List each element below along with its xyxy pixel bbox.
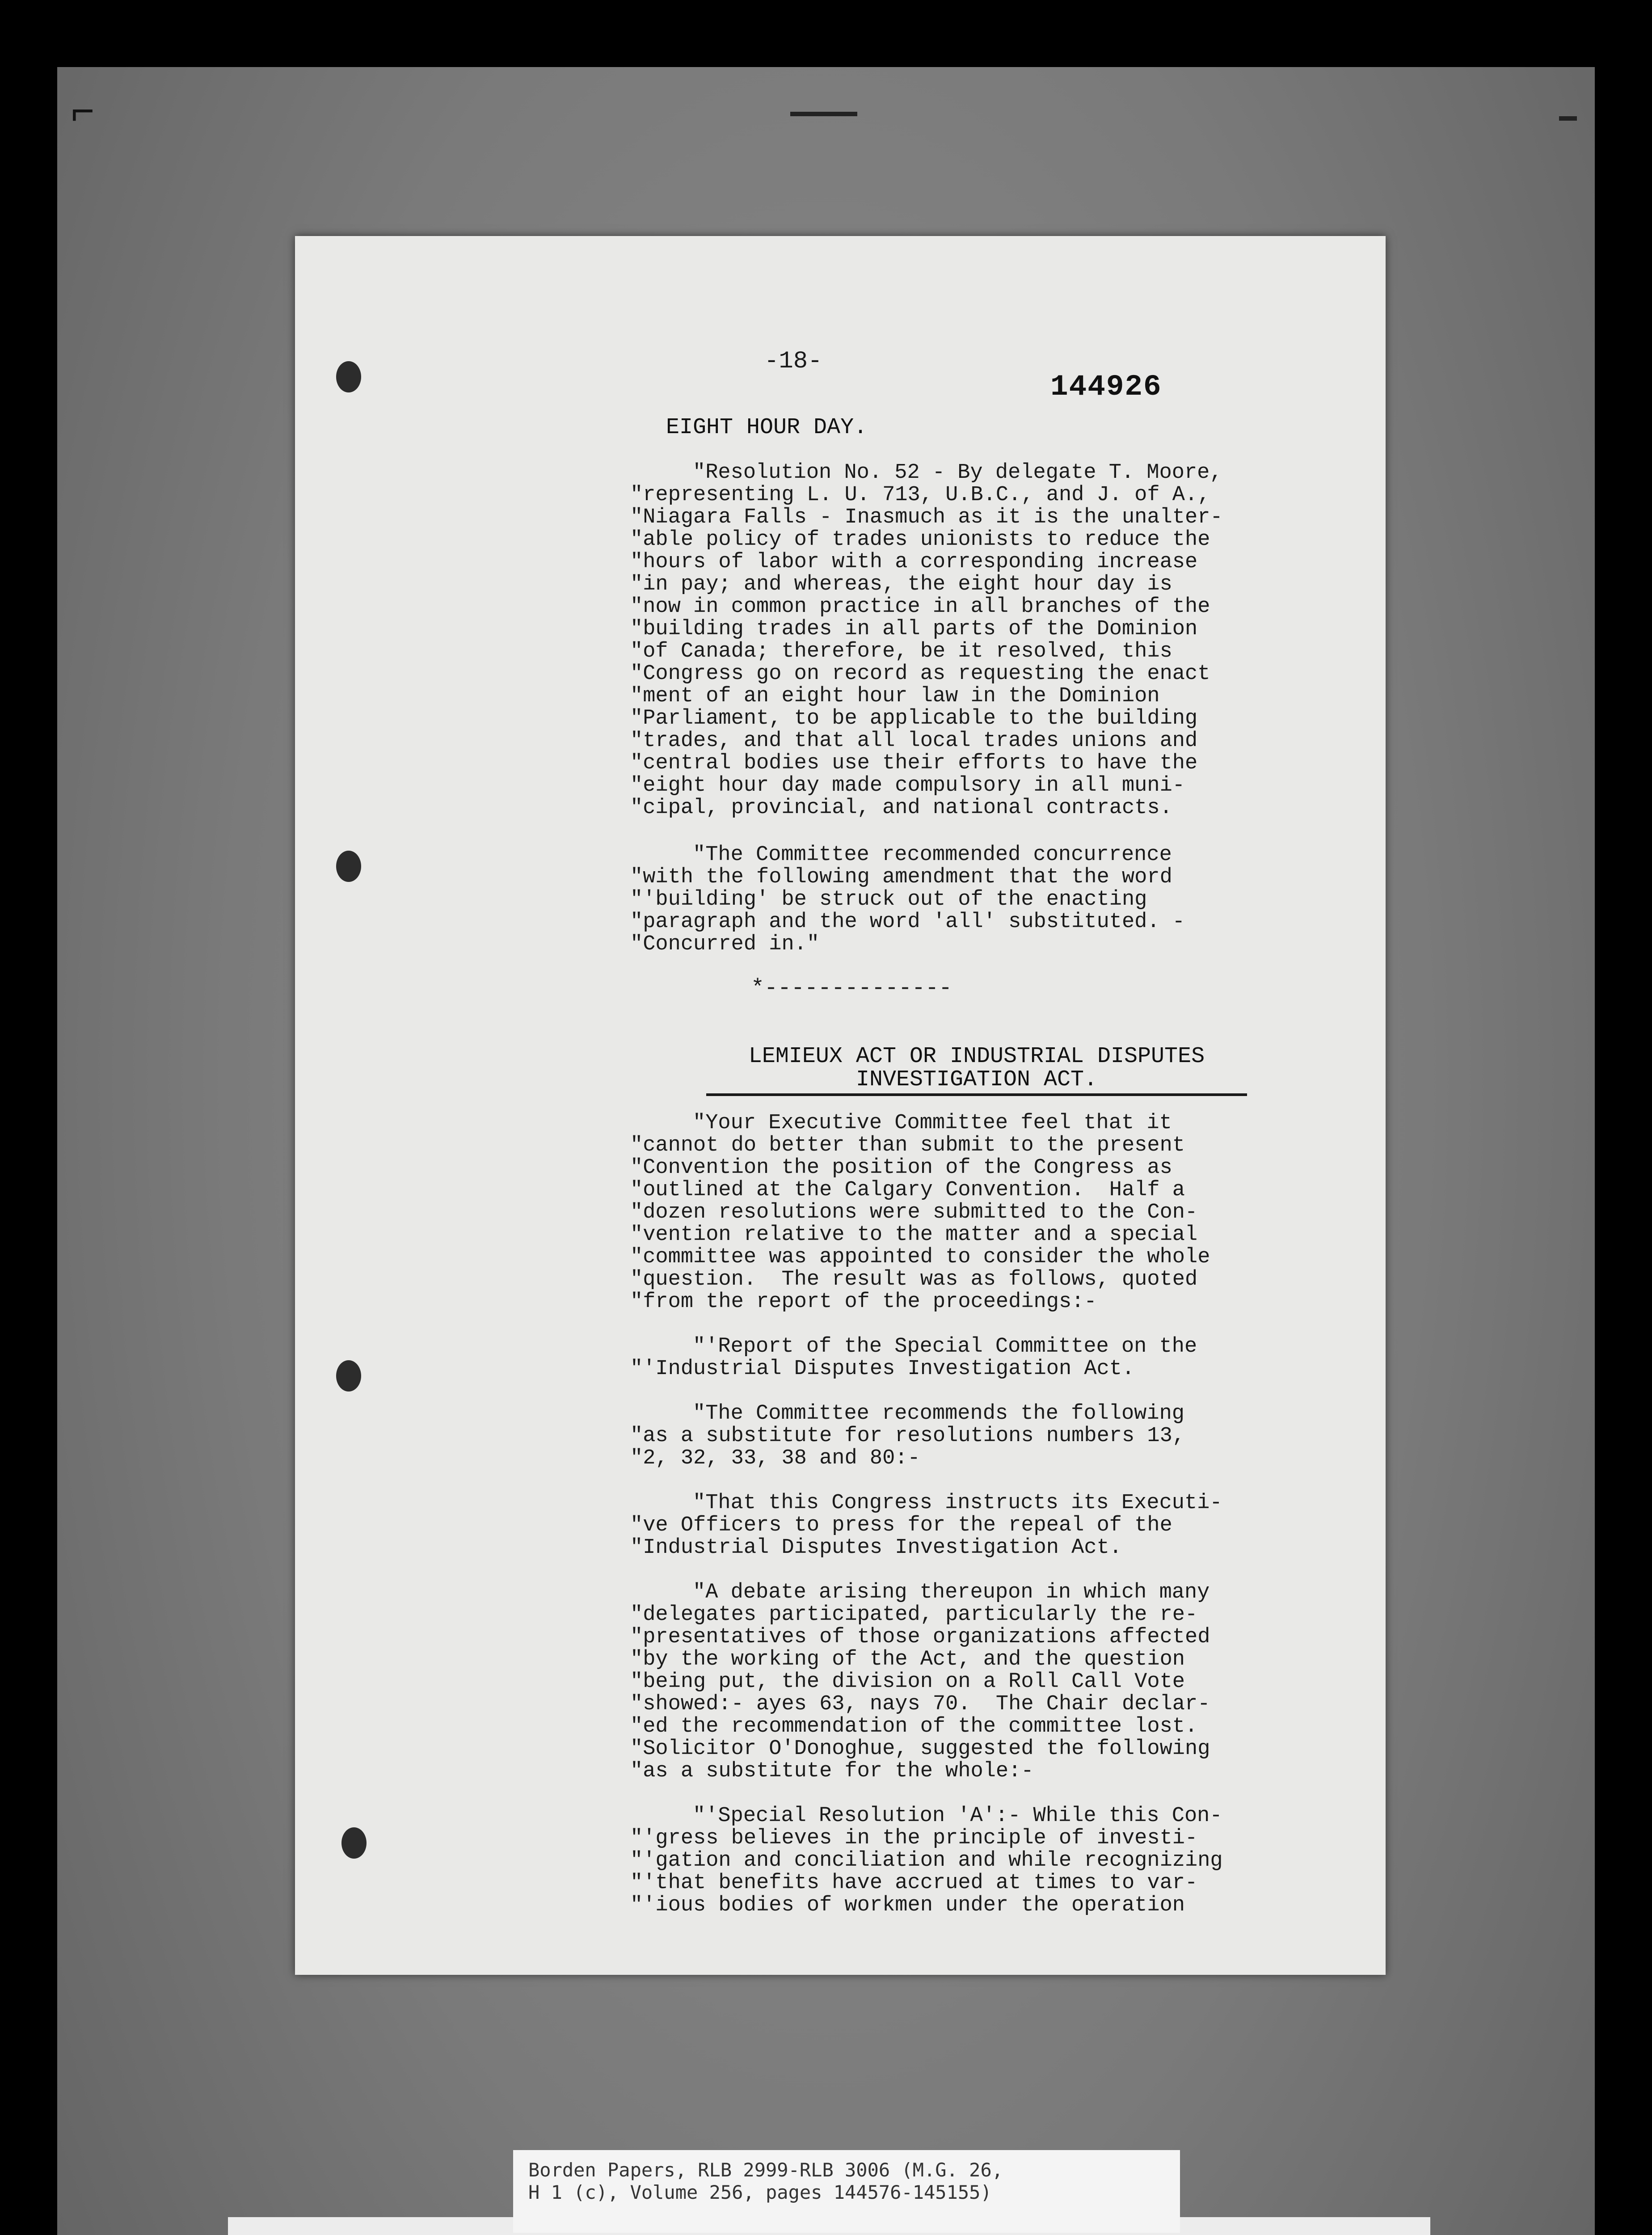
text-line: "vention relative to the matter and a special	[630, 1223, 1198, 1247]
text-line: "Your Executive Committee feel that it	[693, 1111, 1172, 1135]
crop-mark: ⌐	[71, 91, 95, 137]
punch-hole	[336, 361, 361, 392]
text-line: "The Committee recommends the following	[693, 1402, 1184, 1425]
text-line: "eight hour day made compulsory in all muni-	[630, 774, 1185, 797]
text-line: "'Report of the Special Committee on the	[693, 1335, 1197, 1358]
text-line: "hours of labor with a corresponding increase	[630, 550, 1198, 574]
text-line: "dozen resolutions were submitted to the Con-	[630, 1201, 1198, 1224]
reference-line: H 1 (c), Volume 256, pages 144576-145155)	[528, 2181, 992, 2203]
text-line: "by the working of the Act, and the question	[630, 1648, 1185, 1671]
text-line: "A debate arising thereupon in which many	[693, 1581, 1210, 1604]
text-line: "'that benefits have accrued at times to var-	[630, 1871, 1198, 1895]
text-line: "Industrial Disputes Investigation Act.	[630, 1536, 1122, 1560]
text-line: "as a substitute for the whole:-	[630, 1759, 1034, 1783]
text-line: "'building' be struck out of the enacting	[630, 888, 1147, 911]
text-line: "Solicitor O'Donoghue, suggested the following	[630, 1737, 1210, 1761]
reference-line: Borden Papers, RLB 2999-RLB 3006 (M.G. 26,	[528, 2159, 1003, 2181]
text-line: "of Canada; therefore, be it resolved, this	[630, 640, 1172, 663]
text-line: "paragraph and the word 'all' substituted. -	[630, 910, 1185, 934]
heading-lemieux-act-line2: INVESTIGATION ACT.	[856, 1067, 1098, 1092]
text-line: "Resolution No. 52 - By delegate T. Moore,	[693, 461, 1222, 485]
section-separator: *--------------	[751, 976, 952, 1001]
text-line: "building trades in all parts of the Dominion	[630, 617, 1198, 641]
text-line: "That this Congress instructs its Executi-	[693, 1491, 1222, 1515]
text-line: "Convention the position of the Congress as	[630, 1156, 1172, 1180]
text-line: "'Industrial Disputes Investigation Act.	[630, 1357, 1135, 1381]
text-line: "question. The result was as follows, quoted	[630, 1268, 1198, 1291]
text-line: "trades, and that all local trades unions and	[630, 729, 1198, 753]
text-line: "outlined at the Calgary Convention. Half a	[630, 1178, 1185, 1202]
text-line: "showed:- ayes 63, nays 70. The Chair declar-	[630, 1692, 1210, 1716]
heading-eight-hour-day: EIGHT HOUR DAY.	[666, 415, 868, 440]
text-line: "2, 32, 33, 38 and 80:-	[630, 1446, 920, 1470]
text-line: "with the following amendment that the word	[630, 865, 1172, 889]
text-line: "'ious bodies of workmen under the operation	[630, 1893, 1185, 1917]
text-line: "'Special Resolution 'A':- While this Con-	[693, 1804, 1222, 1828]
text-line: "able policy of trades unionists to reduce the	[630, 528, 1210, 552]
text-line: "from the report of the proceedings:-	[630, 1290, 1097, 1314]
text-line: "The Committee recommended concurrence	[693, 843, 1172, 867]
film-dash	[790, 112, 857, 116]
text-line: "committee was appointed to consider the whole	[630, 1245, 1210, 1269]
text-line: "Concurred in."	[630, 932, 820, 956]
text-line: "cipal, provincial, and national contracts.	[630, 796, 1172, 820]
text-line: "ed the recommendation of the committee lost.	[630, 1715, 1198, 1738]
text-line: "'gation and conciliation and while recognizing	[630, 1849, 1223, 1872]
text-line: "now in common practice in all branches of the	[630, 595, 1210, 619]
text-line: "as a substitute for resolutions numbers 13,	[630, 1424, 1185, 1448]
heading-underline	[706, 1093, 1247, 1096]
punch-hole	[341, 1827, 367, 1859]
text-line: "ment of an eight hour law in the Dominion	[630, 684, 1160, 708]
text-line: "presentatives of those organizations affected	[630, 1625, 1210, 1649]
text-line: "'gress believes in the principle of investi-	[630, 1826, 1198, 1850]
text-line: "central bodies use their efforts to have the	[630, 751, 1198, 775]
heading-lemieux-act-line1: LEMIEUX ACT OR INDUSTRIAL DISPUTES	[748, 1044, 1205, 1069]
text-line: "cannot do better than submit to the present	[630, 1134, 1185, 1157]
page-number: -18-	[764, 348, 822, 375]
text-line: "Niagara Falls - Inasmuch as it is the unalter-	[630, 506, 1223, 529]
punch-hole	[336, 851, 361, 882]
text-line: "ve Officers to press for the repeal of the	[630, 1514, 1172, 1537]
reference-label	[513, 2150, 1180, 2233]
text-line: "Parliament, to be applicable to the building	[630, 707, 1198, 730]
text-line: "in pay; and whereas, the eight hour day is	[630, 573, 1172, 596]
punch-hole	[336, 1360, 361, 1392]
document-page	[295, 236, 1386, 1975]
text-line: "being put, the division on a Roll Call Vote	[630, 1670, 1185, 1694]
document-number-stamp: 144926	[1050, 370, 1162, 404]
film-dash	[1559, 116, 1577, 121]
text-line: "representing L. U. 713, U.B.C., and J. of A.,	[630, 483, 1210, 507]
text-line: "Congress go on record as requesting the enact	[630, 662, 1210, 686]
text-line: "delegates participated, particularly the re-	[630, 1603, 1198, 1627]
